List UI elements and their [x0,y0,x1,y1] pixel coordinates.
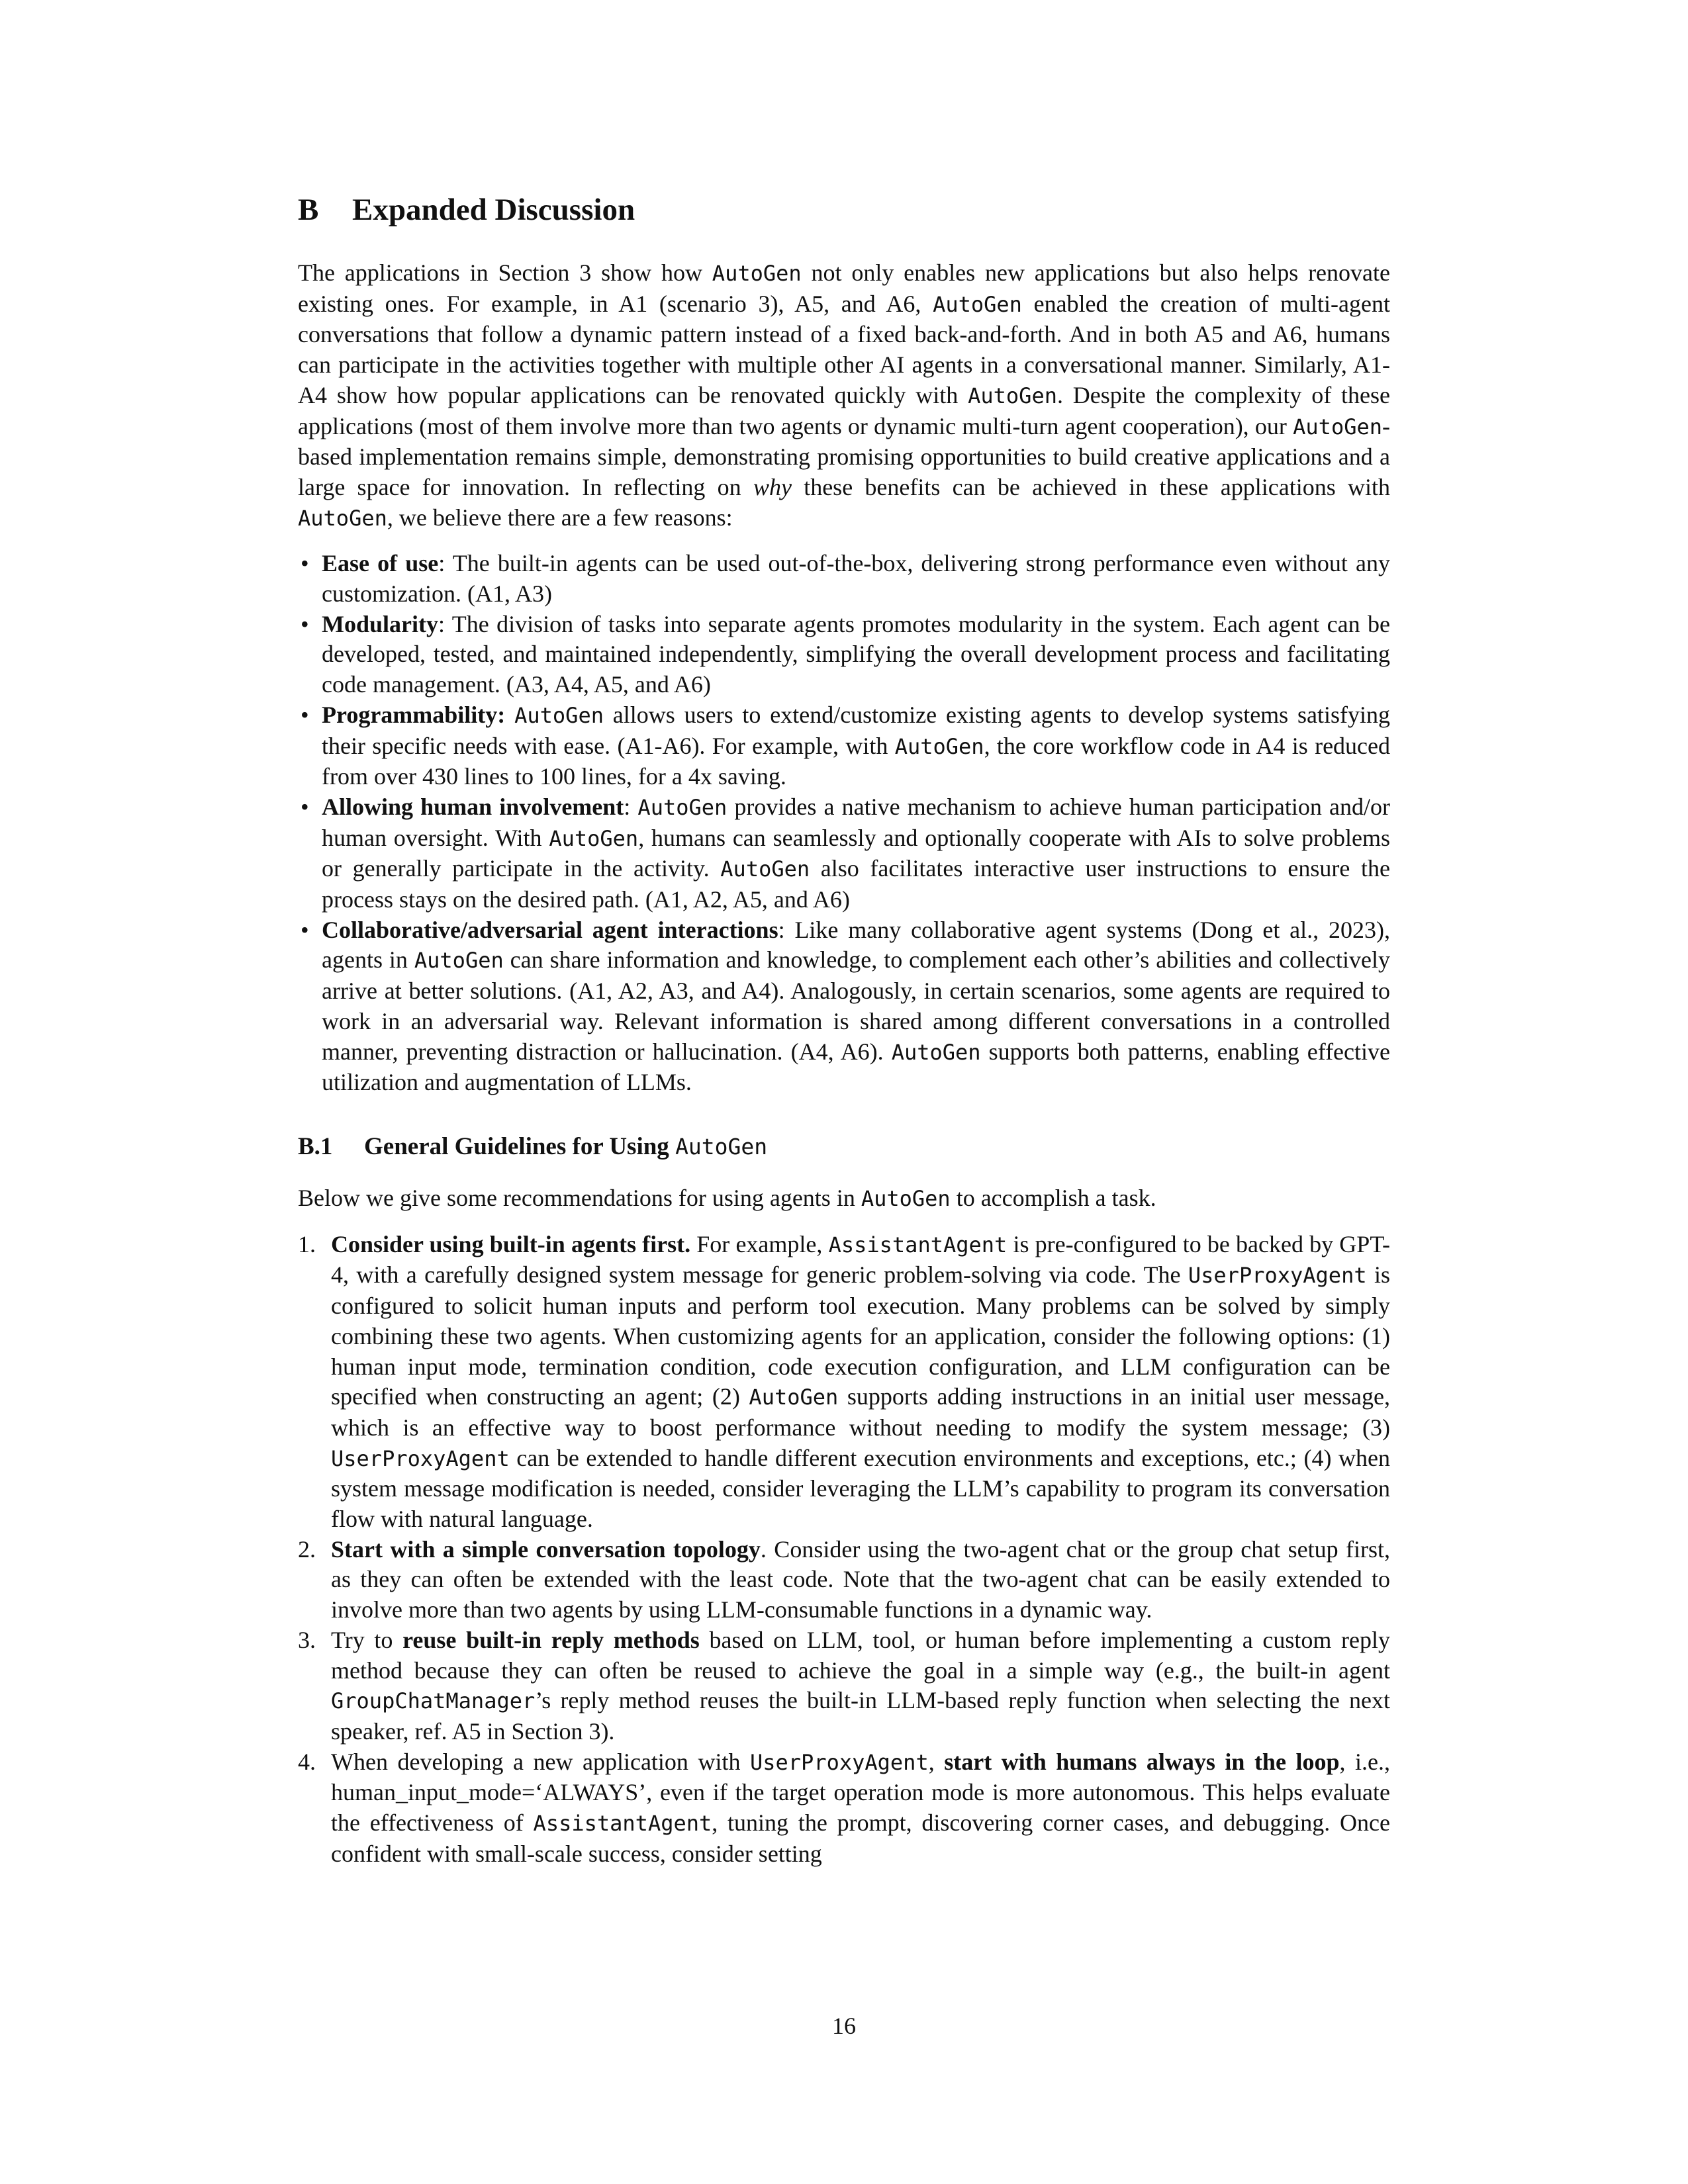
text-run: these benefits can be achieved in these applications with [791,473,1390,500]
bullet-item [298,915,1390,1098]
text-run: , the core workflow code in A4 is reduced from over 430 lines to 100 lines, for a 4x saving. [322,732,1391,790]
subsection-number: B.1 [298,1132,333,1160]
section-number: B [298,193,319,227]
inline-code: AssistantAgent [533,1811,712,1837]
guidelines-numbered-list [298,1230,1390,1870]
reasons-bullet-list [298,549,1390,1098]
inline-code: AssistantAgent [828,1232,1008,1257]
section-heading [298,192,1390,228]
guideline-number: 3. [298,1626,316,1653]
inline-code: AutoGen [637,794,727,820]
text-run: For example, [690,1230,829,1257]
text-run: is configured to solicit human inputs and perform tool execution. Many problems can be solved by simply combining these two agents. When customizing agents for an application, consider the following options: (1) human input mode, termination condition, code execution configuration, and LLM configuration can be specified when constructing an agent; (2) [331,1261,1390,1410]
text-run: ’s reply method reuses the built-in LLM-based reply function when selecting the next speaker, ref. A5 in Section 3). [331,1687,1390,1745]
text-run: can be extended to handle different execution environments and exceptions, etc.; (4) when system message modification is needed, consider leveraging the LLM’s capability to program its conversation flow with natural language. [331,1444,1390,1533]
guideline-item [298,1230,1390,1535]
text-run: is pre-configured to be backed by GPT-4, with a carefully designed system message for generic problem-solving via code. The [331,1230,1390,1289]
section-intro-paragraph [298,258,1390,533]
page-content [298,192,1390,1869]
bold-term: Modularity [322,610,438,637]
bold-term: Collaborative/adversarial agent interactions [322,916,778,943]
text-run: not only enables new applications but also helps renovate existing ones. For example, in A1 (scenario 3), A5, and A6, [298,259,1390,317]
bullet-text [322,702,1390,790]
inline-code: GroupChatManager [331,1688,536,1714]
inline-code: UserProxyAgent [749,1749,929,1775]
bold-term: Programmability: [322,701,506,728]
text-run: based on LLM, tool, or human before implementing a custom reply method because they can often be reused to achieve the goal in a simple way (e.g., the built-in agent [331,1626,1391,1684]
inline-code: AutoGen [549,825,639,851]
inline-code: AutoGen [514,702,604,728]
bold-term: Consider using built-in agents first. [331,1230,691,1257]
bullet-icon: • [301,793,309,820]
bold-term: Ease of use [322,550,439,577]
text-run: -based implementation remains simple, demonstrating promising opportunities to build creative applications and a large space for innovation. In reflecting on [298,412,1390,500]
text-run: , we believe there are a few reasons: [387,504,733,531]
page-number: 16 [832,2013,856,2039]
subsection-title [364,1132,767,1161]
bullet-text [322,550,1390,607]
text-run [505,702,514,728]
text-run: . Consider using the two-agent chat or the group chat setup first, as they can often be extended with the least code. Note that the two-agent chat can be easily extended to involve more than two agents by using LLM-consumable functions in a dynamic way. [331,1535,1390,1623]
text-run: , [928,1748,945,1775]
inline-code: AutoGen [933,291,1022,317]
inline-code: AutoGen [712,261,802,286]
text-run: The applications in Section 3 show how [298,259,712,286]
bullet-item [298,610,1390,700]
bullet-icon: • [301,550,309,577]
text-run: Below we give some recommendations for using agents in [298,1184,861,1211]
text-run: allows users to extend/customize existing agents to develop systems satisfying their specific needs with ease. (A1-A6). For example, with [322,701,1390,759]
subsection-title-code: AutoGen [675,1133,768,1160]
text-run: Try to [331,1626,403,1653]
bold-term: Start with a simple conversation topology [331,1535,761,1563]
bullet-text [322,917,1390,1096]
text-run: also facilitates interactive user instructions to ensure the process stays on the desired path. (A1, A2, A5, and A6) [322,855,1390,913]
guideline-item [298,1625,1390,1747]
guideline-item [298,1535,1390,1625]
text-run: , humans can seamlessly and optionally cooperate with AIs to solve problems or generally participate in the activity. [322,824,1390,882]
text-run: to accomplish a task. [950,1184,1156,1211]
text-run: : The division of tasks into separate agents promotes modularity in the system. Each agent can be developed, tested, and maintained independently, simplifying the overall development process and facilitating code management. (A3, A4, A5, and A6) [322,610,1390,698]
text-run: can share information and knowledge, to complement each other’s abilities and collectively arrive at better solutions. (A1, A2, A3, and A4). Analogously, in certain scenarios, some agents are required to work in an adversarial way. Relevant information is shared among different conversations in a controlled manner, preventing distraction or hallucination. (A4, A6). [322,946,1390,1065]
section-title: Expanded Discussion [352,193,635,227]
guideline-text [331,1627,1390,1745]
text-run: , tuning the prompt, discovering corner cases, and debugging. Once confident with small-scale success, consider setting [331,1809,1390,1867]
bullet-icon: • [301,916,309,943]
bullet-text [322,611,1390,698]
guideline-text [331,1231,1390,1532]
inline-code: AutoGen [298,505,387,531]
guideline-text [331,1749,1390,1867]
emphasis: why [753,473,792,500]
subsection-heading [298,1132,1390,1161]
inline-code: AutoGen [414,948,504,974]
inline-code: UserProxyAgent [1188,1263,1367,1289]
text-run: , i.e., human_input_mode=‘ALWAYS’, even if the target operation mode is more autonomous. This helps evaluate the effectiveness of [331,1748,1390,1837]
text-run: enabled the creation of multi-agent conversations that follow a dynamic pattern instead of a fixed back-and-forth. And in both A5 and A6, humans can participate in the activities together with multiple other AI agents in a conversational manner. Similarly, A1-A4 show how popular applications can be renovated quickly with [298,290,1391,408]
inline-code: AutoGen [894,733,984,759]
bold-term: Allowing human involvement [322,793,624,820]
inline-code: AutoGen [861,1185,951,1211]
guideline-number: 4. [298,1748,316,1775]
guideline-item [298,1747,1390,1870]
bullet-item [298,700,1390,792]
subsection-title-text: General Guidelines for Using [364,1132,676,1160]
guideline-number: 2. [298,1535,316,1563]
text-run: : Like many collaborative agent systems (Dong et al., 2023), agents in [322,916,1390,974]
text-run: provides a native mechanism to achieve human participation and/or human oversight. With [322,793,1390,851]
text-run: : [624,793,638,820]
text-run: supports both patterns, enabling effective utilization and augmentation of LLMs. [322,1038,1390,1096]
bold-term: reuse built-in reply methods [402,1626,700,1653]
text-run: : The built-in agents can be used out-of-the-box, delivering strong performance even without any customization. (A1, A3) [322,550,1390,608]
inline-code: AutoGen [968,383,1057,408]
text-run: When developing a new application with [331,1748,750,1775]
bullet-item [298,792,1390,915]
bullet-icon: • [301,610,309,637]
text-run: supports adding instructions in an initial user message, which is an effective way to boost performance without needing to modify the system message; (3) [331,1383,1390,1441]
bullet-icon: • [301,701,309,728]
inline-code: AutoGen [749,1385,839,1410]
bold-term: start with humans always in the loop [944,1748,1340,1775]
inline-code: AutoGen [1293,414,1382,439]
guideline-text [331,1536,1390,1623]
inline-code: AutoGen [720,856,810,882]
inline-code: UserProxyAgent [331,1445,510,1471]
bullet-item [298,549,1390,609]
bullet-text [322,794,1390,913]
guideline-number: 1. [298,1230,316,1257]
text-run: . Despite the complexity of these applications (most of them involve more than two agents or dynamic multi-turn agent cooperation), our [298,381,1391,439]
subsection-intro-paragraph [298,1183,1390,1214]
inline-code: AutoGen [891,1039,981,1065]
